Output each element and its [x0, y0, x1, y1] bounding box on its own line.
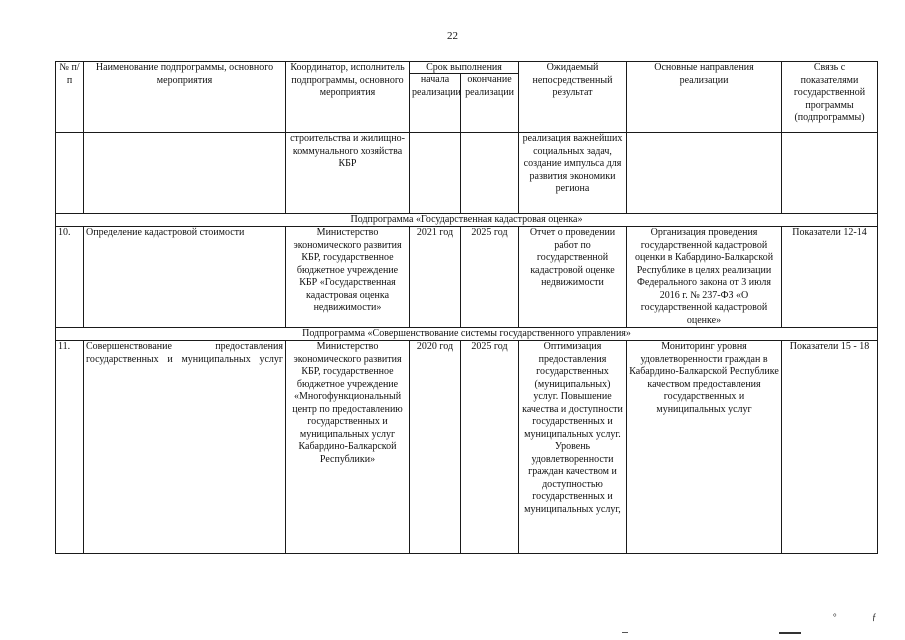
header-result: Ожидаемый непосредственный результат — [519, 62, 627, 133]
header-term: Срок выполнения — [410, 62, 519, 74]
row-link: Показатели 15 - 18 — [782, 341, 878, 554]
cont-name-cell — [84, 133, 286, 214]
header-name: Наименование подпрограммы, основного мероприятия — [84, 62, 286, 133]
table-header-row — [56, 62, 878, 74]
scan-artifact — [779, 632, 801, 634]
row-directions: Организация проведения государственной кадастровой оценки в Кабардино-Балкарской Республике в целях реализации Федерального закона от 3 июля 2016 г. № 237-ФЗ «О государственной кадастровой оценке» — [627, 227, 782, 328]
cont-coordinator-cell: строительства и жилищно-коммунального хозяйства КБР — [286, 133, 410, 214]
page-number: 22 — [447, 30, 458, 42]
header-directions: Основные направления реализации — [627, 62, 782, 133]
row-coordinator: Министерство экономического развития КБР, государственное бюджетное учреждение КБР «Государственная кадастровая оценка недвижимости» — [286, 227, 410, 328]
table-row — [56, 341, 878, 554]
header-end: окончание реализации — [461, 74, 519, 133]
scan-mark: ƒ — [872, 612, 877, 622]
header-coordinator: Координатор, исполнитель подпрограммы, основного мероприятия — [286, 62, 410, 133]
table-row — [56, 227, 878, 328]
cont-num-cell — [56, 133, 84, 214]
row-num: 10. — [56, 227, 84, 328]
scan-artifact — [622, 632, 628, 633]
header-start: начала реализации — [410, 74, 461, 133]
row-directions: Мониторинг уровня удовлетворенности граждан в Кабардино-Балкарской Республике качеством предоставления государственных и муниципальных услуг — [627, 341, 782, 554]
subprogram-row — [56, 328, 878, 341]
row-name: Совершенствование предоставления государственных и муниципальных услуг — [84, 341, 286, 554]
cont-result-cell: реализация важнейших социальных задач, создание импульса для развития экономики региона — [519, 133, 627, 214]
subprogram-title: Подпрограмма «Совершенствование системы государственного управления» — [56, 328, 878, 341]
row-result: Отчет о проведении работ по государственной кадастровой оценке недвижимости — [519, 227, 627, 328]
row-coordinator: Министерство экономического развития КБР, государственное бюджетное учреждение «Многофункциональный центр по предоставлению государственных и муниципальных услуг Кабардино-Балкарской Республики» — [286, 341, 410, 554]
header-link: Связь с показателями государственной программы (подпрограммы) — [782, 62, 878, 133]
row-result: Оптимизация предоставления государственных (муниципальных) услуг. Повышение качества и доступности государственных и муниципальных услуг. Уровень удовлетворенности граждан качеством и доступностью государственных и муниципальных услуг, — [519, 341, 627, 554]
subprogram-row — [56, 214, 878, 227]
program-table — [55, 61, 878, 554]
row-link: Показатели 12-14 — [782, 227, 878, 328]
cont-start-cell — [410, 133, 461, 214]
row-end: 2025 год — [461, 341, 519, 554]
header-num: № п/п — [56, 62, 84, 133]
row-start: 2020 год — [410, 341, 461, 554]
row-end: 2025 год — [461, 227, 519, 328]
row-name: Определение кадастровой стоимости — [84, 227, 286, 328]
row-start: 2021 год — [410, 227, 461, 328]
scan-mark: ° — [833, 612, 837, 622]
cont-directions-cell — [627, 133, 782, 214]
continuation-row — [56, 133, 878, 214]
subprogram-title: Подпрограмма «Государственная кадастровая оценка» — [56, 214, 878, 227]
cont-end-cell — [461, 133, 519, 214]
cont-link-cell — [782, 133, 878, 214]
row-num: 11. — [56, 341, 84, 554]
